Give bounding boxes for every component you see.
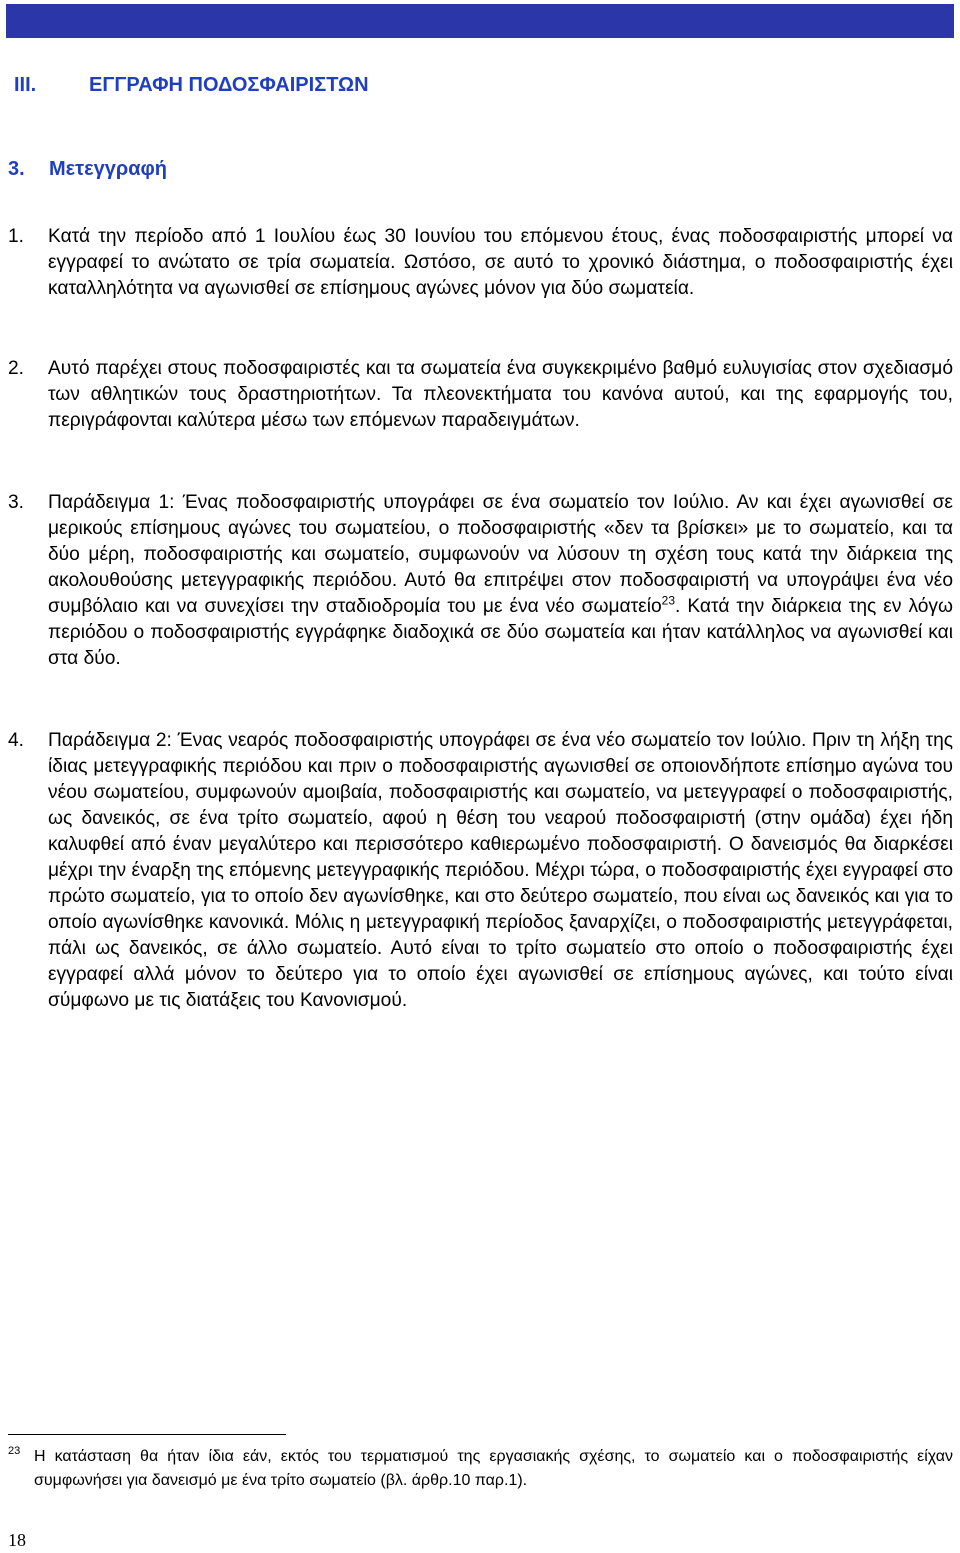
paragraph-number: 3. <box>8 492 25 513</box>
paragraph-text: Παράδειγμα 2: Ένας νεαρός ποδοσφαιριστής υπογράφει σε ένα νέο σωματείο τον Ιούλιο. Πριν τη λήξη της ίδιας μετεγγραφικής περιόδου και πριν ο ποδοσφαιριστής αγωνισθεί σε οποιονδήποτε επίσημο αγώνα του νέου σωματείου, συμφωνούν αμοιβαία, ποδοσφαιριστής και σωματείο, να μετεγγραφεί ο ποδοσφαιριστής, ως δανεικός, σε ένα τρίτο σωματείο, αφού η θέση του νεαρού ποδοσφαιριστή (στην ομάδα) έχει ήδη καλυφθεί από έναν μεγαλύτερο και περισσότερο καθιερωμένο ποδοσφαιριστή. Ο δανεισμός θα διαρκέσει μέχρι την έναρξη της επόμενης μετεγγραφικής περιόδου. Μέχρι τώρα, ο ποδοσφαιριστής έχει εγγραφεί στο πρώτο σωματείο, για το οποίο δεν αγωνίσθηκε, και στο δεύτερο σωματείο, που είναι ως δανεικός και για το οποίο αγωνίσθηκε κανονικά. Μόλις η μετεγγραφική περίοδος ξαναρχίζει, ο ποδοσφαιριστής μετεγγράφεται, πάλι ως δανεικός, σε άλλο σωματείο. Αυτό είναι το τρίτο σωματείο στο οποίο ο ποδοσφαιριστής έχει εγγραφεί αλλά μόνον το δεύτερο για το οποίο έχει αγωνισθεί σε επίσημους αγώνες, και τούτο είναι σύμφωνο με τις διατάξεις του Κανονισμού. <box>48 730 953 1011</box>
paragraph-3 <box>8 490 953 672</box>
top-color-bar <box>6 4 954 38</box>
paragraph-text: Παράδειγμα 1: Ένας ποδοσφαιριστής υπογράφει σε ένα σωματείο τον Ιούλιο. Αν και έχει αγωνισθεί σε μερικούς επίσημους αγώνες του σωματείου, ο ποδοσφαιριστής «δεν τα βρίσκει» με το σωματείο, και τα δύο μέρη, ποδοσφαιριστής και σωματείο, συμφωνούν να λύσουν τη σχέση τους κατά την διάρκεια της ακολουθούσης μετεγγραφικής περιόδου. Αυτό θα επιτρέψει στον ποδοσφαιριστή να υπογράψει ένα νέο συμβόλαιο και να συνεχίσει την σταδιοδρομία του με ένα νέο σωματείο <box>48 492 953 617</box>
paragraph-number: 1. <box>8 226 25 247</box>
section-heading <box>14 74 369 97</box>
paragraph-4 <box>8 728 953 1014</box>
footnote-reference[interactable]: 23 <box>661 593 676 608</box>
subsection-heading <box>8 158 167 181</box>
section-title: ΕΓΓΡΑΦΗ ΠΟΔΟΣΦΑΙΡΙΣΤΩΝ <box>89 74 369 96</box>
paragraph-text: Κατά την περίοδο από 1 Ιουλίου έως 30 Ιουνίου του επόμενου έτους, ένας ποδοσφαιριστής μπορεί να εγγραφεί το ανώτατο σε τρία σωματεία. Ωστόσο, σε αυτό το χρονικό διάστημα, ο ποδοσφαιριστής έχει καταλληλότητα να αγωνισθεί σε επίσημους αγώνες μόνον για δύο σωματεία. <box>48 226 953 299</box>
subsection-number: 3. <box>8 158 25 180</box>
paragraph-number: 2. <box>8 358 25 379</box>
footnote-separator <box>8 1434 286 1435</box>
footnote-mark: 23 <box>8 1445 21 1457</box>
paragraph-1 <box>8 224 953 302</box>
page-number: 18 <box>8 1530 26 1550</box>
section-number: III. <box>14 74 37 96</box>
paragraph-text-continued: . Κατά την διάρκεια της εν λόγω περιόδου ο ποδοσφαιριστής εγγράφηκε διαδοχικά σε δύο σωματεία και ήταν κατάλληλος να αγωνισθεί και στα δύο. <box>48 596 953 669</box>
paragraph-number: 4. <box>8 730 25 751</box>
paragraph-2 <box>8 356 953 434</box>
footnote <box>8 1445 953 1493</box>
footnote-text: Η κατάσταση θα ήταν ίδια εάν, εκτός του τερματισμού της εργασιακής σχέσης, το σωματείο και ο ποδοσφαιριστής είχαν συμφωνήσει για δανεισμό με ένα τρίτο σωματείο (βλ. άρθρ.10 παρ.1). <box>34 1448 953 1489</box>
subsection-title: Μετεγγραφή <box>49 158 168 180</box>
paragraph-text: Αυτό παρέχει στους ποδοσφαιριστές και τα σωματεία ένα συγκεκριμένο βαθμό ευλυγισίας στον σχεδιασμό των αθλητικών τους δραστηριοτήτων. Τα πλεονεκτήματα του κανόνα αυτού, και της εφαρμογής του, περιγράφονται καλύτερα μέσω των επόμενων παραδειγμάτων. <box>48 358 953 431</box>
